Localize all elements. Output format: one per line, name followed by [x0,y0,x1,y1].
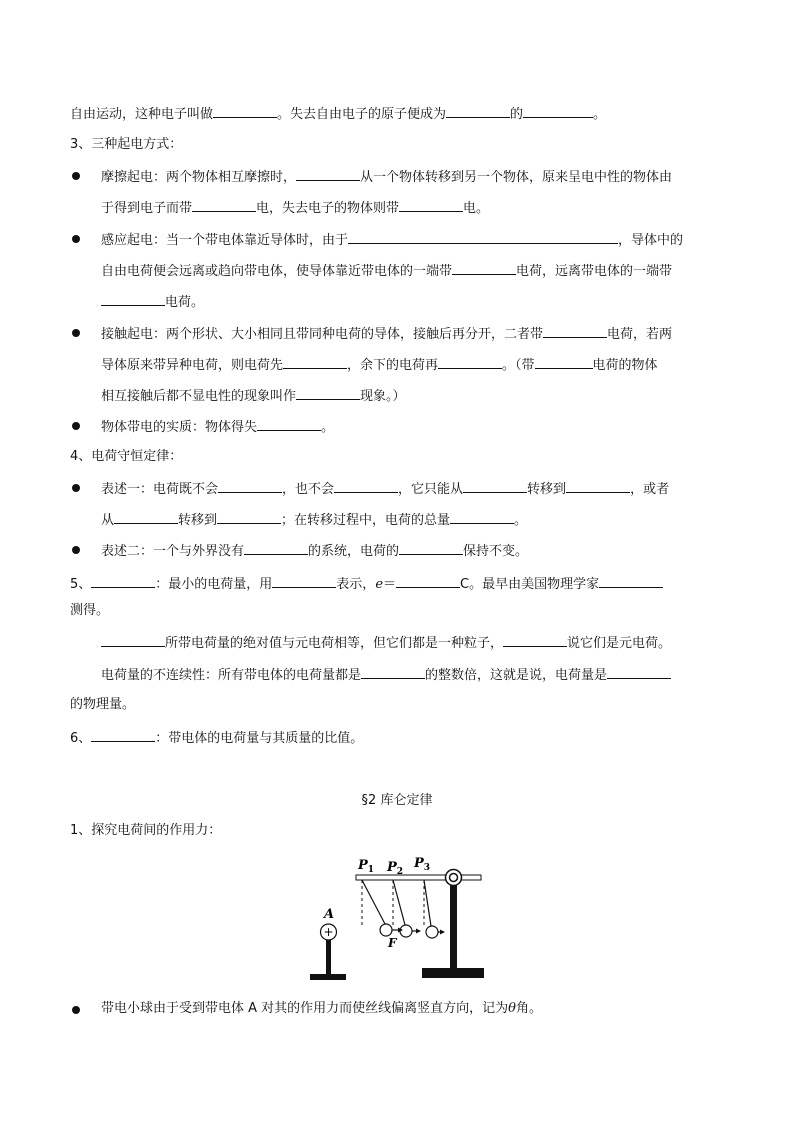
ball-p1 [380,924,392,936]
text: 电荷，远离带电体的一端带 [516,264,673,279]
text-line [101,230,683,250]
text: 4、电荷守恒定律： [70,449,183,464]
thread-p3 [424,880,431,926]
text-line [101,479,669,499]
answer-blank[interactable] [114,510,178,524]
text: 所带电荷量的绝对值与元电荷相等，但它们都是一种粒子， [165,636,504,651]
answer-blank[interactable] [446,104,510,118]
text-line [70,696,135,714]
answer-blank[interactable] [213,104,277,118]
text: 。 [321,420,335,435]
label-p1: $P_1$ [358,858,375,875]
text: 转移到 [178,513,218,528]
section-title [0,792,794,810]
text: 表述一：电荷既不会 [101,482,219,497]
answer-blank[interactable] [566,479,630,493]
text-line [101,355,658,375]
answer-blank[interactable] [599,574,663,588]
text: 说它们是元电荷。 [567,636,672,651]
text: 电荷。 [165,295,205,310]
text-line [70,728,363,748]
bullet-icon [72,235,80,243]
answer-blank[interactable] [91,728,155,742]
clamp-ring-inner [450,874,458,882]
text-line [101,1000,542,1018]
text: 的系统，电荷的 [308,544,400,559]
symbol-theta: θ [508,1001,516,1016]
bullet-icon [72,422,80,430]
text: ；在转移过程中，电荷的总量 [281,513,451,528]
text-line [70,104,606,124]
ball-p3 [426,926,438,938]
text: 角。 [516,1001,543,1016]
text: 转移到 [527,482,567,497]
text: §2 库仑定律 [361,793,433,808]
answer-blank[interactable] [348,230,618,244]
answer-blank[interactable] [396,574,460,588]
answer-blank[interactable] [192,198,256,212]
text: 相互接触后都不显电性的现象叫作 [101,389,297,404]
text: 电。 [463,201,490,216]
text: 自由运动，这种电子叫做 [70,107,214,122]
answer-blank[interactable] [272,574,336,588]
text: 摩擦起电：两个物体相互摩擦时， [101,170,297,185]
text-line [70,574,663,594]
answer-blank[interactable] [463,479,527,493]
answer-blank[interactable] [296,167,360,181]
text: 带电小球由于受到带电体 A 对其的作用力而使丝线偏离竖直方向，记为 [101,1001,509,1016]
answer-blank[interactable] [296,386,360,400]
answer-blank[interactable] [535,355,593,369]
text: 电荷，若两 [607,327,673,342]
answer-blank[interactable] [283,355,347,369]
text: ：最小的电荷量，用 [155,577,273,592]
answer-blank[interactable] [438,355,502,369]
stand-pole-right [450,880,457,969]
bullet-icon [72,546,80,554]
text-line [101,541,528,561]
section-heading [70,448,182,466]
text: 物体带电的实质：物体得失 [101,420,258,435]
text: 于得到电子而带 [101,201,193,216]
text: 接触起电：两个形状、大小相同且带同种电荷的导体，接触后再分开，二者带 [101,327,544,342]
answer-blank[interactable] [543,324,607,338]
text: 的 [510,107,524,122]
coulomb-apparatus-figure [300,852,500,982]
answer-blank[interactable] [244,541,308,555]
arrowhead-icon [440,930,445,935]
text: 。失去自由电子的原子便成为 [277,107,447,122]
text: C。最早由美国物理学家 [460,577,600,592]
answer-blank[interactable] [523,104,593,118]
text: 的整数倍，这就是说，电荷量是 [425,668,608,683]
thread-p2 [393,880,405,925]
text: 3、三种起电方式： [70,137,183,152]
text: 。 [593,107,607,122]
symbol-e: e [375,577,384,592]
ball-p2 [400,925,412,937]
text-line [101,167,672,187]
text: ＝ [383,577,397,592]
text: ，也不会 [282,482,335,497]
text: 。 [514,513,528,528]
answer-blank[interactable] [399,541,463,555]
text: 保持不变。 [463,544,529,559]
answer-blank[interactable] [257,417,321,431]
answer-blank[interactable] [101,292,165,306]
text-line [101,510,527,530]
text: ，或者 [630,482,670,497]
text-line [70,602,109,620]
answer-blank[interactable] [399,198,463,212]
bullet-icon [72,172,80,180]
bullet-icon [72,1006,80,1014]
stand-pole-left [326,938,331,975]
label-a: A [324,907,335,922]
text-line [101,261,672,281]
label-p2: $P_2$ [387,860,404,877]
text: 电荷的物体 [592,358,658,373]
text: 从一个物体转移到另一个物体，原来呈电中性的物体由 [360,170,673,185]
text: 从 [101,513,115,528]
text: ，它只能从 [398,482,464,497]
text-line [101,324,672,344]
text: 。（带 [502,358,535,373]
plus-sign: + [323,925,334,939]
text: 现象。） [360,389,406,404]
label-p3: $P_3$ [414,856,431,873]
bullet-icon [72,484,80,492]
text: ：带电体的电荷量与其质量的比值。 [155,731,364,746]
text: 感应起电：当一个带电体靠近导体时，由于 [101,233,349,248]
text: 的物理量。 [70,697,136,712]
answer-blank[interactable] [503,633,567,647]
text-line [101,665,671,685]
text: 1、探究电荷间的作用力： [70,823,222,838]
arrowhead-icon [416,929,421,934]
answer-blank[interactable] [361,665,425,679]
text: 6、 [70,731,92,746]
answer-blank[interactable] [101,633,165,647]
text: 5、 [70,577,92,592]
thread-p1 [362,880,385,924]
text-line [101,417,334,437]
text: 表述二：一个与外界没有 [101,544,245,559]
text: 电，失去电子的物体则带 [256,201,400,216]
text: 表示， [336,577,376,592]
answer-blank[interactable] [218,479,282,493]
text: 导体原来带异种电荷，则电荷先 [101,358,284,373]
answer-blank[interactable] [450,510,514,524]
answer-blank[interactable] [91,574,155,588]
text-line [101,198,489,218]
text: 测得。 [70,603,110,618]
bullet-icon [72,329,80,337]
text: 电荷量的不连续性：所有带电体的电荷量都是 [101,668,362,683]
answer-blank[interactable] [217,510,281,524]
text-line [101,386,406,406]
answer-blank[interactable] [607,665,671,679]
section-heading [70,136,182,154]
text: ，导体中的 [618,233,684,248]
stand-base-right [422,968,484,978]
text-line [101,633,671,653]
text: ，余下的电荷再 [347,358,439,373]
answer-blank[interactable] [334,479,398,493]
section-heading [70,822,221,840]
label-f: F [388,936,397,950]
text-line [101,292,204,312]
text: 自由电荷便会远离或趋向带电体，使导体靠近带电体的一端带 [101,264,453,279]
answer-blank[interactable] [452,261,516,275]
